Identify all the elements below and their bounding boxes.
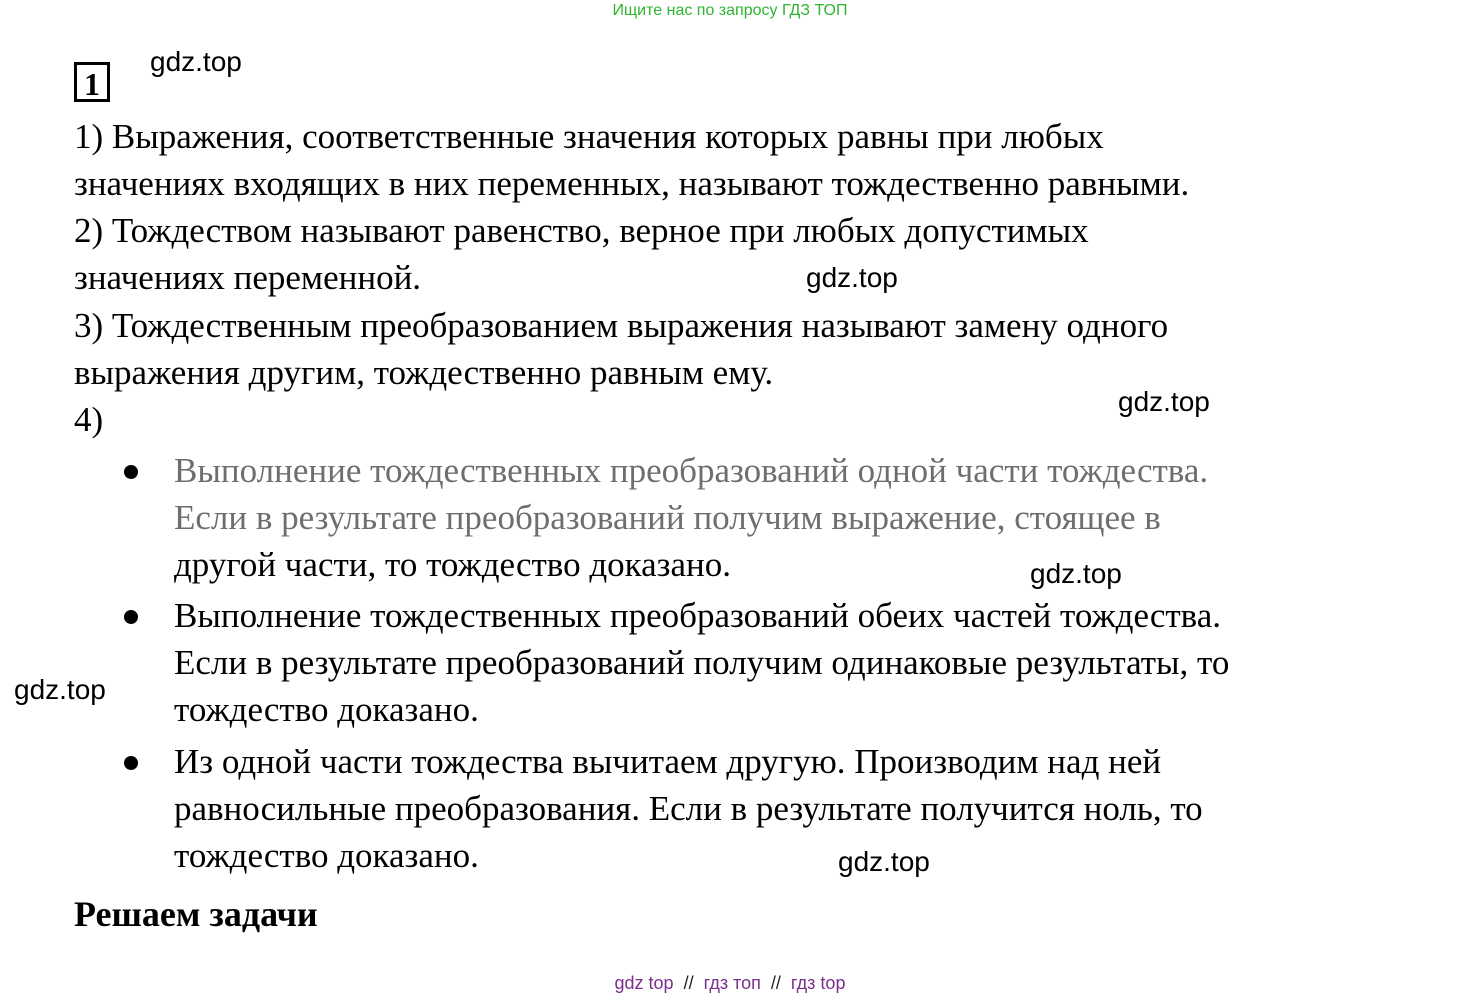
bullet-dot — [124, 756, 138, 770]
item4-label: 4) — [74, 400, 104, 439]
item3-line1: 3) Тождественным преобразованием выражения называют замену одного — [74, 306, 1169, 345]
bullet3-line2: равносильные преобразования. Если в результате получится ноль, то — [174, 789, 1203, 828]
footer-links — [0, 973, 1460, 994]
item2-line1: 2) Тождеством называют равенство, верное при любых допустимых — [74, 211, 1089, 250]
bullet1-line2: Если в результате преобразований получим выражение, стоящее в — [174, 498, 1161, 537]
footer-separator: // — [683, 973, 694, 993]
watermark: gdz.top — [150, 46, 242, 77]
footer-link-gdz-top[interactable]: gdz top — [614, 973, 674, 993]
bullet2-line2: Если в результате преобразований получим одинаковые результаты, то — [174, 643, 1230, 682]
bullet2-line3: тождество доказано. — [174, 690, 479, 729]
item2-line2: значениях переменной. — [74, 258, 422, 297]
bullet3-line3: тождество доказано. — [174, 836, 479, 875]
item1-line2: значениях входящих в них переменных, называют тождественно равными. — [74, 164, 1190, 203]
task-number-box: 1 — [74, 62, 110, 102]
top-banner[interactable]: Ищите нас по запросу ГДЗ ТОП — [612, 2, 848, 19]
item3-line2: выражения другим, тождественно равным ему. — [74, 353, 774, 392]
watermark: gdz.top — [806, 262, 898, 293]
item1-line1: 1) Выражения, соответственные значения которых равны при любых — [74, 117, 1104, 156]
bullet-dot — [124, 610, 138, 624]
bullet3-line1: Из одной части тождества вычитаем другую. Производим над ней — [174, 742, 1162, 781]
footer-separator: // — [770, 973, 781, 993]
watermark: gdz.top — [1118, 386, 1210, 417]
footer-link-gdz-top-mixed[interactable]: гдз top — [790, 973, 846, 993]
footer-link-gdz-top-ru[interactable]: гдз топ — [703, 973, 761, 993]
section-heading: Решаем задачи — [74, 894, 318, 934]
watermark: gdz.top — [1030, 558, 1122, 589]
watermark: gdz.top — [14, 674, 106, 705]
watermark: gdz.top — [838, 846, 930, 877]
bullet2-line1: Выполнение тождественных преобразований обеих частей тождества. — [174, 596, 1222, 635]
bullet1-line3: другой части, то тождество доказано. — [174, 545, 731, 584]
bullet-dot — [124, 465, 138, 479]
bullet1-line1: Выполнение тождественных преобразований одной части тождества. — [174, 451, 1209, 490]
